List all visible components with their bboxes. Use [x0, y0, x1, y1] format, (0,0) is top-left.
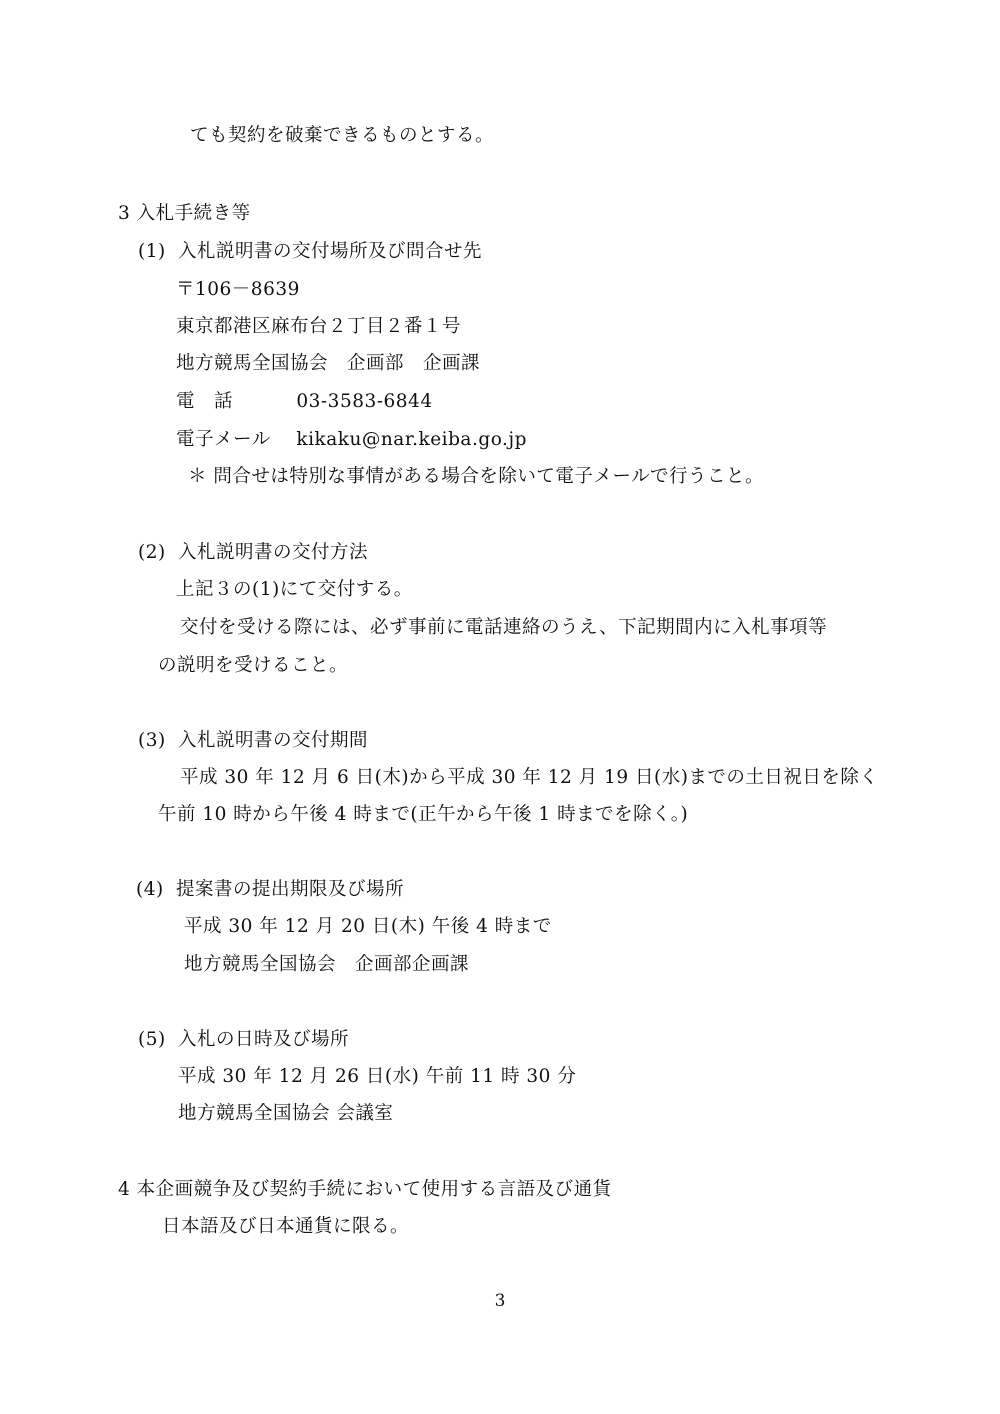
- item1-phone-row: [176, 390, 433, 414]
- item5-label: (5): [138, 1029, 166, 1050]
- item3-label: (3): [138, 730, 166, 751]
- email-value: kikaku@nar.keiba.go.jp: [296, 429, 527, 450]
- item1-title: 入札説明書の交付場所及び問合せ先: [178, 241, 483, 262]
- item3-line1: 平成 30 年 12 月 6 日(木)から平成 30 年 12 月 19 日(水)までの土日祝日を除く: [180, 767, 879, 788]
- section4-heading: 4 本企画競争及び契約手続において使用する言語及び通貨: [118, 1179, 612, 1200]
- page-number: 3: [494, 1291, 506, 1311]
- item1-org: 地方競馬全国協会 企画部 企画課: [176, 353, 481, 374]
- intro-continuation: ても契約を破棄できるものとする。: [190, 125, 495, 146]
- item2-label: (2): [138, 542, 166, 563]
- item1-label: (1): [138, 241, 166, 262]
- item4-title: 提案書の提出期限及び場所: [176, 879, 405, 900]
- item3-title: 入札説明書の交付期間: [178, 730, 369, 751]
- item3-line2: 午前 10 時から午後 4 時まで(正午から午後 1 時までを除く。): [158, 804, 689, 825]
- item1-address: 東京都港区麻布台２丁目２番１号: [176, 316, 462, 337]
- item1-email-row: [176, 428, 527, 452]
- phone-label: 電 話: [176, 391, 234, 412]
- item2-line2: 交付を受ける際には、必ず事前に電話連絡のうえ、下記期間内に入札事項等: [180, 617, 828, 638]
- phone-value: 03-3583-6844: [296, 391, 433, 412]
- item5-line1: 平成 30 年 12 月 26 日(水) 午前 11 時 30 分: [178, 1066, 577, 1087]
- section4-line1: 日本語及び日本通貨に限る。: [162, 1216, 410, 1237]
- item2-title: 入札説明書の交付方法: [178, 542, 369, 563]
- item1-note: ＊ 問合せは特別な事情がある場合を除いて電子メールで行うこと。: [188, 466, 765, 487]
- item1-postal: 〒106－8639: [176, 279, 300, 300]
- item4-line1: 平成 30 年 12 月 20 日(木) 午後 4 時まで: [184, 916, 552, 937]
- item2-line3: の説明を受けること。: [158, 655, 349, 676]
- item5-line2: 地方競馬全国協会 会議室: [178, 1103, 394, 1124]
- item4-line2: 地方競馬全国協会 企画部企画課: [184, 954, 470, 975]
- item2-line1: 上記３の(1)にて交付する。: [176, 579, 413, 600]
- email-label: 電子メール: [176, 429, 271, 450]
- item5-title: 入札の日時及び場所: [178, 1029, 350, 1050]
- item4-label: (4): [136, 879, 164, 900]
- section3-heading: 3 入札手続き等: [118, 203, 251, 224]
